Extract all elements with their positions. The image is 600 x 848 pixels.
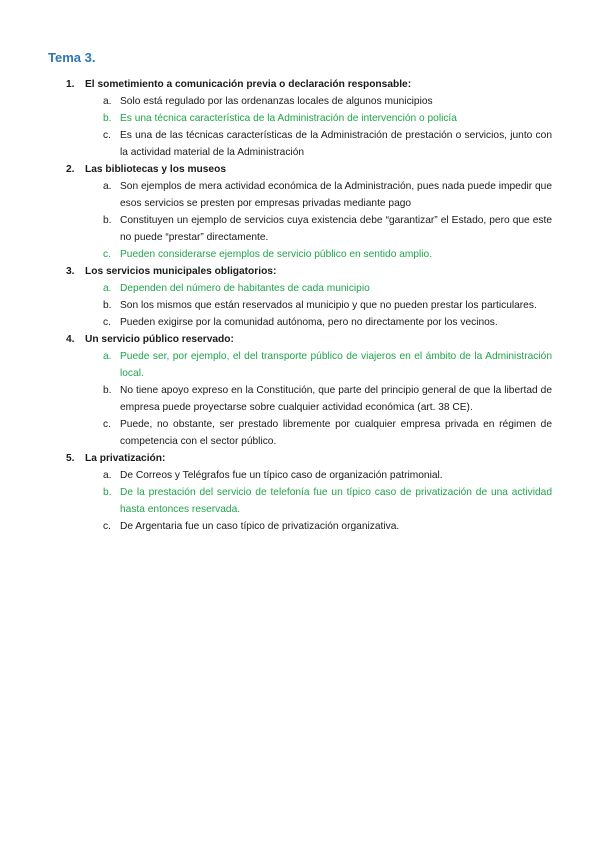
question-number: 3. (66, 266, 75, 277)
option-letter: c. (103, 249, 111, 260)
question-heading (66, 331, 552, 348)
answer-option-correct (103, 280, 552, 297)
option-text: Pueden exigirse por la comunidad autónoma, pero no directamente por los vecinos. (120, 317, 498, 328)
question-number: 1. (66, 79, 75, 90)
option-text: De la prestación del servicio de telefonía fue un típico caso de privatización de una actividad hasta entonces reservada. (120, 487, 552, 515)
option-text: Es una de las técnicas características de la Administración de prestación o servicios, junto con la actividad material de la Administración (120, 130, 552, 158)
option-text: Solo está regulado por las ordenanzas locales de algunos municipios (120, 96, 433, 107)
option-letter: b. (103, 300, 112, 311)
answer-option (103, 314, 552, 331)
option-text: De Argentaria fue un caso típico de privatización organizativa. (120, 521, 400, 532)
option-letter: a. (103, 351, 112, 362)
question-text: El sometimiento a comunicación previa o declaración responsable: (85, 79, 412, 90)
answer-option (103, 93, 552, 110)
option-text: Son ejemplos de mera actividad económica de la Administración, pues nada puede impedir que esos servicios se presten por empresas privadas mediante pago (120, 181, 552, 209)
option-text: De Correos y Telégrafos fue un típico caso de organización patrimonial. (120, 470, 443, 481)
answer-option (103, 382, 552, 416)
answer-option (103, 127, 552, 161)
option-text: Puede, no obstante, ser prestado libremente por cualquier empresa privada en régimen de competencia con el sector público. (120, 419, 552, 447)
option-letter: b. (103, 385, 112, 396)
answer-option (103, 467, 552, 484)
option-letter: a. (103, 470, 112, 481)
answer-options (66, 467, 552, 535)
question-number: 2. (66, 164, 75, 175)
question-item (66, 331, 552, 450)
question-text: Las bibliotecas y los museos (85, 164, 226, 175)
answer-options (66, 178, 552, 263)
option-letter: b. (103, 113, 112, 124)
answer-option-correct (103, 484, 552, 518)
question-item (66, 450, 552, 535)
question-heading (66, 263, 552, 280)
question-item (66, 161, 552, 263)
page-title: Tema 3. (48, 50, 96, 65)
answer-option-correct (103, 348, 552, 382)
option-text: No tiene apoyo expreso en la Constitución, que parte del principio general de que la libertad de empresa puede proyectarse sobre cualquier actividad económica (art. 38 CE). (120, 385, 552, 413)
answer-option (103, 518, 552, 535)
option-letter: c. (103, 317, 111, 328)
question-item (66, 76, 552, 161)
option-text: Constituyen un ejemplo de servicios cuya existencia debe “garantizar” el Estado, pero que este no puede “prestar” directamente. (120, 215, 552, 243)
option-text: Es una técnica característica de la Administración de intervención o policía (120, 113, 457, 124)
answer-option-correct (103, 246, 552, 263)
option-letter: a. (103, 181, 112, 192)
question-text: Los servicios municipales obligatorios: (85, 266, 277, 277)
option-text: Pueden considerarse ejemplos de servicio público en sentido amplio. (120, 249, 433, 260)
question-heading (66, 161, 552, 178)
answer-option (103, 212, 552, 246)
answer-option-correct (103, 110, 552, 127)
question-text: Un servicio público reservado: (85, 334, 234, 345)
option-letter: c. (103, 419, 111, 430)
question-heading (66, 450, 552, 467)
option-letter: b. (103, 215, 112, 226)
option-letter: c. (103, 521, 111, 532)
option-letter: c. (103, 130, 111, 141)
answer-option (103, 416, 552, 450)
option-text: Dependen del número de habitantes de cada municipio (120, 283, 370, 294)
answer-option (103, 297, 552, 314)
question-number: 4. (66, 334, 75, 345)
question-heading (66, 76, 552, 93)
question-text: La privatización: (85, 453, 166, 464)
answer-options (66, 93, 552, 161)
option-text: Son los mismos que están reservados al municipio y que no pueden prestar los particulares. (120, 300, 537, 311)
question-list (66, 76, 552, 535)
option-letter: b. (103, 487, 112, 498)
answer-option (103, 178, 552, 212)
answer-options (66, 348, 552, 450)
question-item (66, 263, 552, 331)
answer-options (66, 280, 552, 331)
option-text: Puede ser, por ejemplo, el del transporte público de viajeros en el ámbito de la Administración local. (120, 351, 552, 379)
question-number: 5. (66, 453, 75, 464)
option-letter: a. (103, 283, 112, 294)
option-letter: a. (103, 96, 112, 107)
